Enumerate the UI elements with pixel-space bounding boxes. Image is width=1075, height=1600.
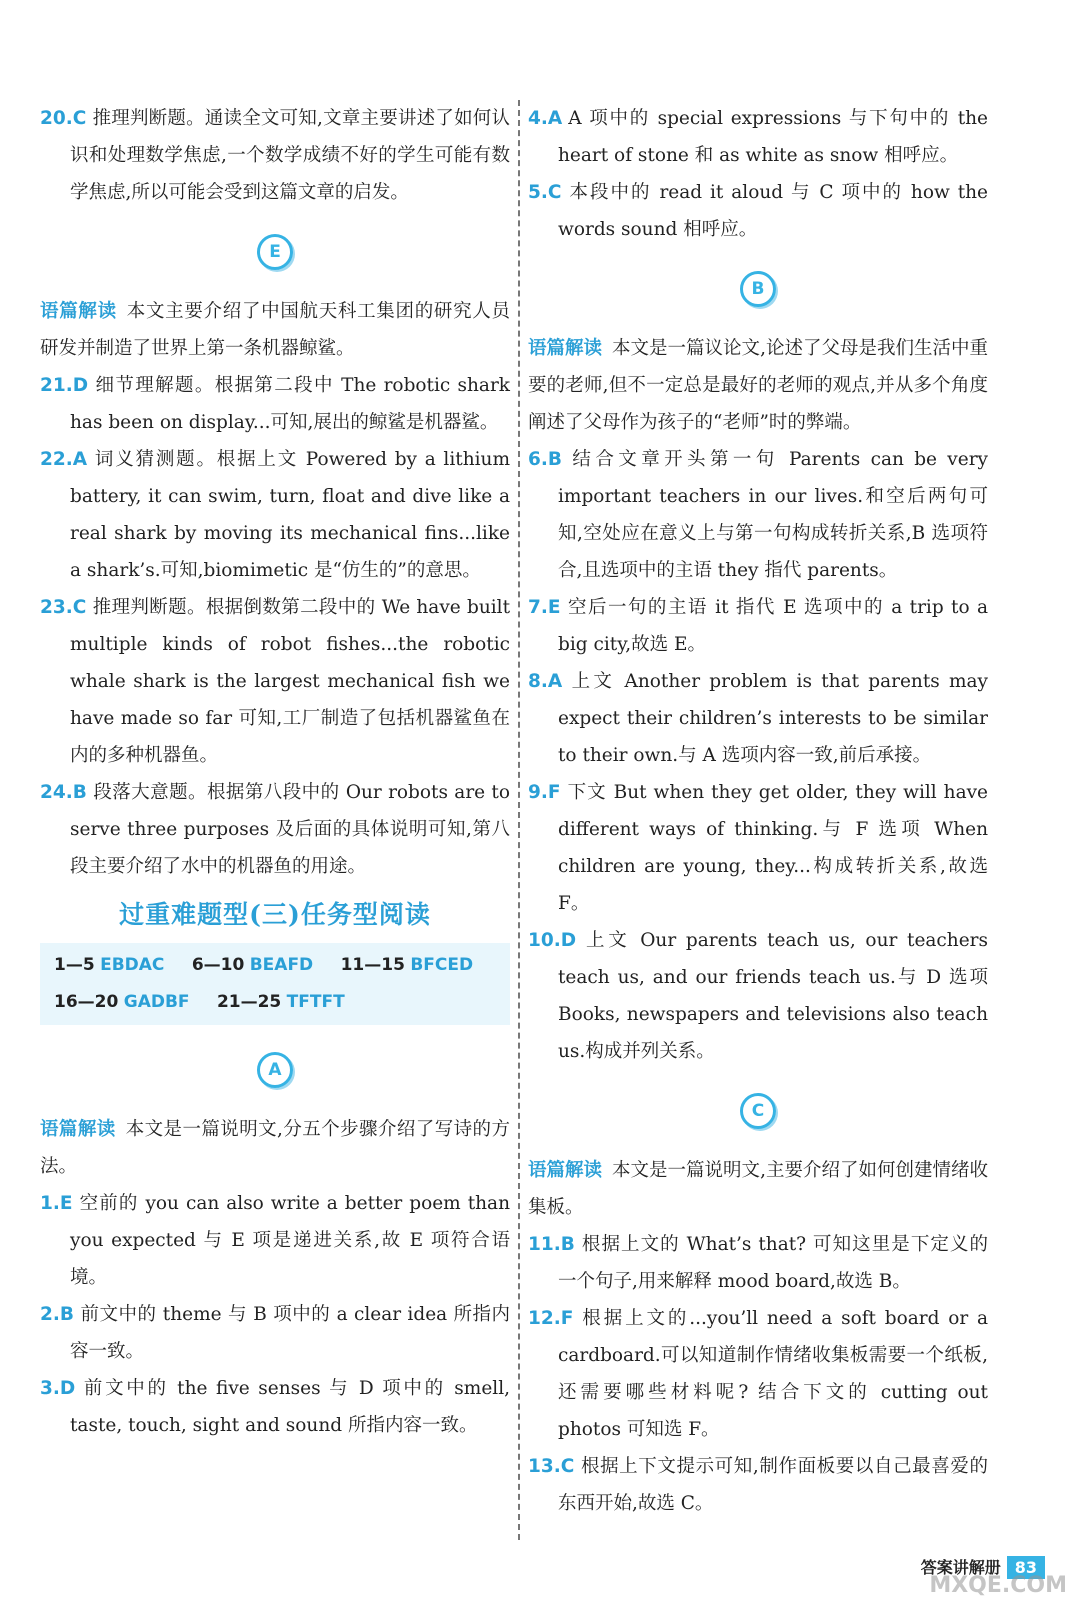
watermark: MXQE.COM bbox=[929, 1573, 1067, 1598]
answer-item: 20.C 推理判断题。通读全文可知,文章主要讲述了如何认识和处理数学焦虑,一个数学成绩不好的学生可能有数学焦虑,所以可能会受到这篇文章的启发。 bbox=[40, 108, 510, 203]
answer-item: 24.B 段落大意题。根据第八段中的 Our robots are to serve three purposes 及后面的具体说明可知,第八段主要介绍了水中的机器鱼的用途。 bbox=[40, 782, 510, 877]
answer-item: 9.F 下文 But when they get older, they will have different ways of thinking.与 F 选项 When children are young, they...构成转折关系,故选 F。 bbox=[528, 782, 988, 914]
answer-item: 13.C 根据上下文提示可知,制作面板要以自己最喜爱的东西开始,故选 C。 bbox=[528, 1456, 988, 1514]
answer-item: 5.C 本段中的 read it aloud 与 C 项中的 how the words sound 相呼应。 bbox=[528, 182, 988, 240]
passage-badge-c bbox=[528, 1070, 988, 1152]
badge-circle: C bbox=[740, 1093, 776, 1129]
column-divider bbox=[518, 100, 520, 1540]
section-title: 过重难题型(三)任务型阅读 bbox=[119, 900, 431, 929]
answer-item: 3.D 前文中的 the five senses 与 D 项中的 smell, taste, touch, sight and sound 所指内容一致。 bbox=[40, 1378, 510, 1436]
answer-item: 11.B 根据上文的 What’s that? 可知这里是下定义的一个句子,用来解释 mood board,故选 B。 bbox=[528, 1234, 988, 1292]
answer-item: 4.A A 项中的 special expressions 与下句中的 the heart of stone 和 as white as snow 相呼应。 bbox=[528, 108, 988, 166]
answer-item: 21.D 细节理解题。根据第二段中 The robotic shark has been on display...可知,展出的鲸鲨是机器鲨。 bbox=[40, 375, 510, 433]
passage-intro: 语篇解读 本文主要介绍了中国航天科工集团的研究人员研发并制造了世界上第一条机器鲸鲨。 bbox=[40, 301, 510, 359]
answer-item: 10.D 上文 Our parents teach us, our teachers teach us, and our friends teach us.与 D 选项 Books, newspapers and televisions also teach us.构成并列关系。 bbox=[528, 930, 988, 1062]
footer-label: 答案讲解册 bbox=[920, 1558, 1001, 1577]
answer-key-row: 1—5 EBDAC 6—10 BEAFD 11—15 BFCED bbox=[54, 955, 474, 975]
answer-key-box bbox=[40, 943, 510, 1025]
passage-intro: 语篇解读 本文是一篇说明文,分五个步骤介绍了写诗的方法。 bbox=[40, 1119, 510, 1177]
answer-item: 12.F 根据上文的...you’ll need a soft board or a cardboard.可以知道制作情绪收集板需要一个纸板,还需要哪些材料呢? 结合下文的 cutting out photos 可知选 F。 bbox=[528, 1308, 988, 1440]
answer-item: 1.E 空前的 you can also write a better poem than you expected 与 E 项是递进关系,故 E 项符合语境。 bbox=[40, 1193, 510, 1288]
right-column bbox=[528, 100, 988, 1522]
answer-item: 23.C 推理判断题。根据倒数第二段中的 We have built multiple kinds of robot fishes...the robotic whale shark is the largest mechanical fish we have made so far 可知,工厂制造了包括机器鲨鱼在内的多种机器鱼。 bbox=[40, 597, 510, 766]
answer-item: 6.B 结合文章开头第一句 Parents can be very important teachers in our lives.和空后两句可知,空处应在意义上与第一句构成转折关系,B 选项符合,且选项中的主语 they 指代 parents。 bbox=[528, 449, 988, 581]
answer-item: 8.A 上文 Another problem is that parents may expect their children’s interests to be similar to their own.与 A 选项内容一致,前后承接。 bbox=[528, 671, 988, 766]
badge-circle: B bbox=[740, 271, 776, 307]
badge-circle: A bbox=[257, 1052, 293, 1088]
answer-item: 2.B 前文中的 theme 与 B 项中的 a clear idea 所指内容一致。 bbox=[40, 1304, 510, 1362]
passage-badge-b bbox=[528, 248, 988, 330]
page-number: 83 bbox=[1007, 1556, 1045, 1579]
left-column bbox=[40, 100, 510, 1444]
passage-intro: 语篇解读 本文是一篇议论文,论述了父母是我们生活中重要的老师,但不一定总是最好的老师的观点,并从多个角度阐述了父母作为孩子的“老师”时的弊端。 bbox=[528, 338, 988, 433]
answer-item: 7.E 空后一句的主语 it 指代 E 选项中的 a trip to a big city,故选 E。 bbox=[528, 597, 988, 655]
passage-badge-a bbox=[40, 1029, 510, 1111]
passage-badge-e bbox=[40, 211, 510, 293]
answer-key-row: 16—20 GADBF 21—25 TFTFT bbox=[54, 992, 345, 1012]
answer-item: 22.A 词义猜测题。根据上文 Powered by a lithium battery, it can swim, turn, float and dive like a real shark by moving its mechanical fins...like a shark’s.可知,biomimetic 是“仿生的”的意思。 bbox=[40, 449, 510, 581]
badge-circle: E bbox=[257, 234, 293, 270]
passage-intro: 语篇解读 本文是一篇说明文,主要介绍了如何创建情绪收集板。 bbox=[528, 1160, 988, 1218]
